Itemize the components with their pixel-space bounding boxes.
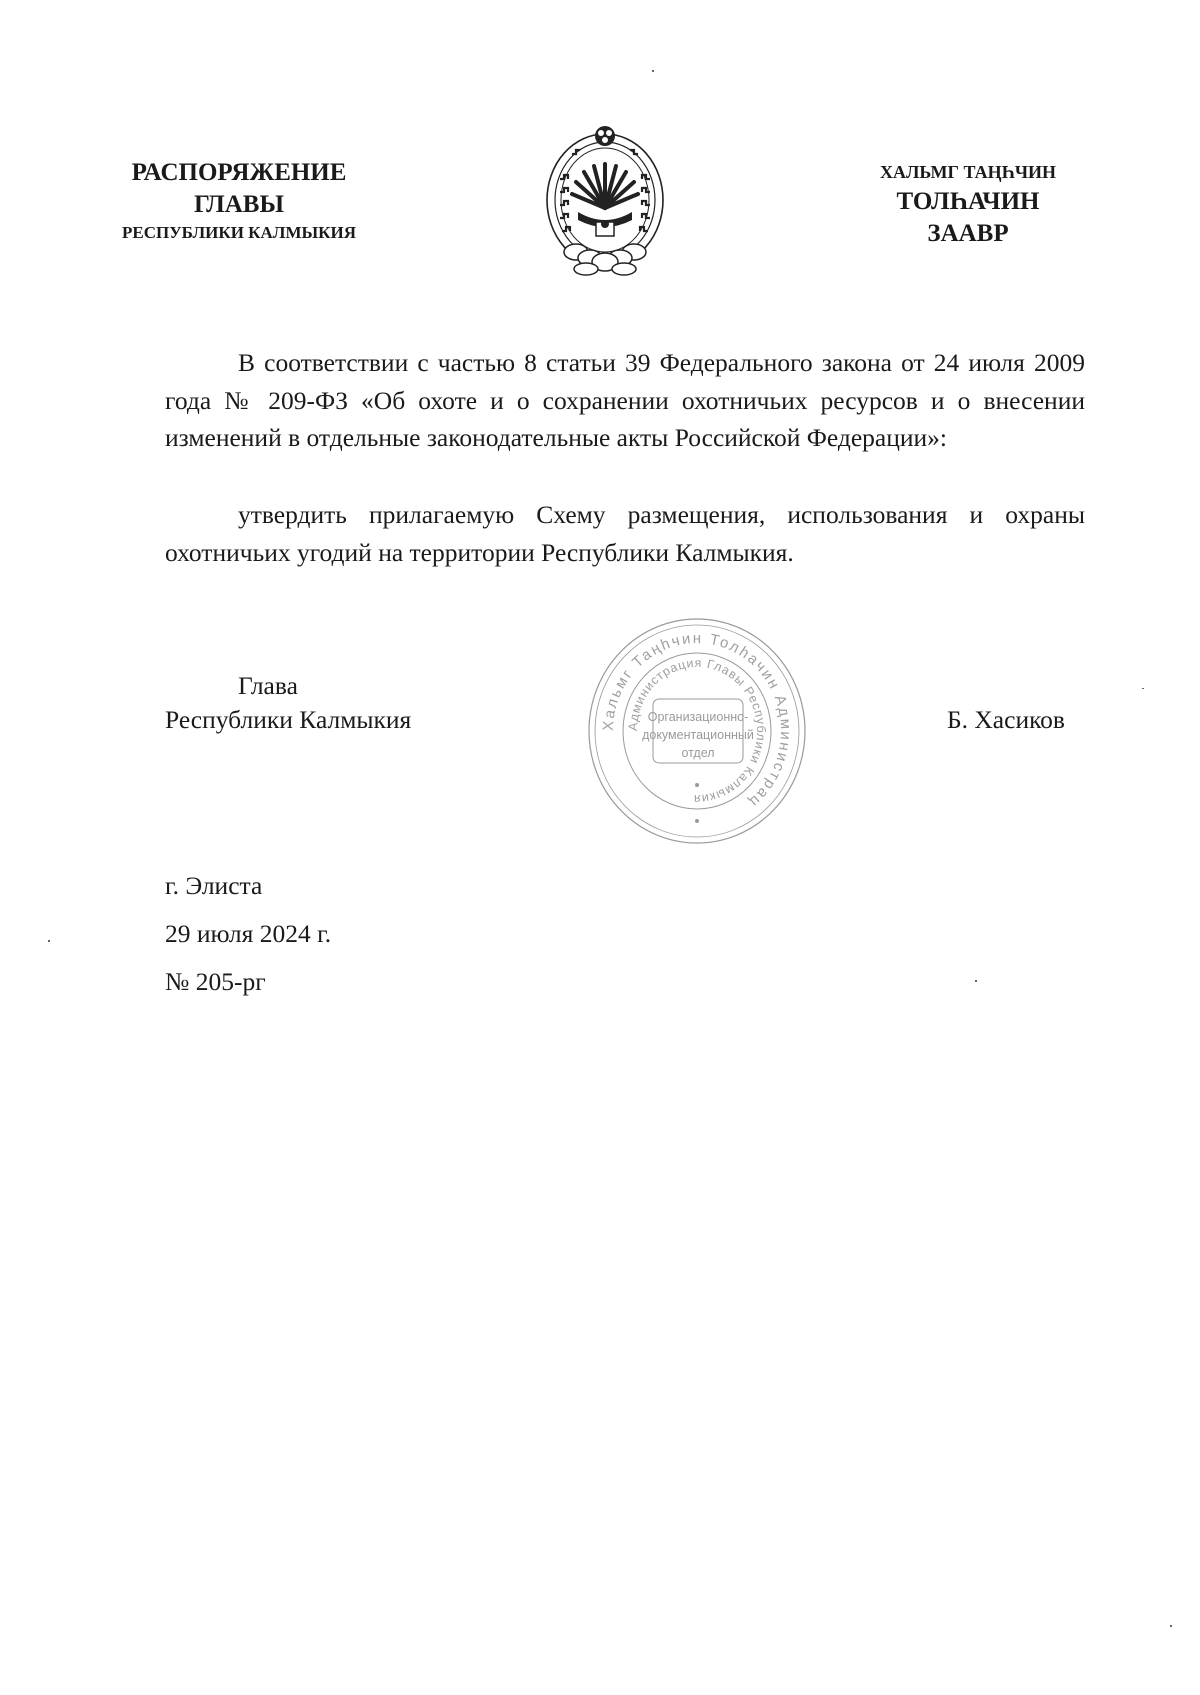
stamp-outer-text: Хальмг Таңһчин Толһачин Администрац (599, 629, 795, 812)
header-left-title: РАСПОРЯЖЕНИЕ (131, 159, 347, 186)
stamp-center-line-3: отдел (681, 746, 715, 760)
header-left-region: РЕСПУБЛИКИ КАЛМЫКИЯ (121, 223, 357, 242)
body-paragraph-2 (165, 496, 1085, 571)
body-paragraph-1 (165, 344, 1085, 457)
coat-of-arms-icon (538, 124, 672, 276)
scan-speck (48, 940, 50, 942)
document-number: № 205-рг (165, 967, 266, 996)
header-left-block (80, 157, 398, 245)
stamp-inner-text: Администрация Главы Республики Калмыкия (625, 655, 769, 807)
scan-speck (1170, 1625, 1172, 1627)
paragraph-text: В соответствии с частью 8 статьи 39 Федерального закона от 24 июля 2009 года № 209-ФЗ «Об охоте и о сохранении охотничьих ресурсов и о внесении изменений в отдельные законодательные акты Российской Федерации»: (165, 348, 1085, 452)
document-date: 29 июля 2024 г. (165, 919, 332, 948)
header-right-subtitle: ТОЛҺАЧИН (896, 188, 1040, 215)
signature-name: Б. Хасиков (947, 705, 1065, 734)
header-right-title: ХАЛЬМГ ТАҢҺЧИН (879, 162, 1057, 182)
header-left-subtitle: ГЛАВЫ (193, 191, 285, 218)
header-right-doc-type: ЗААВР (927, 220, 1009, 247)
official-stamp (585, 615, 810, 847)
scan-speck (975, 980, 977, 982)
paragraph-text: утвердить прилагаемую Схему размещения, использования и охраны охотничьих угодий на территории Республики Калмыкия. (165, 500, 1085, 567)
signature-title: Глава (238, 671, 298, 700)
stamp-center-line-2: документационный (642, 728, 754, 742)
document-place: г. Элиста (165, 871, 263, 900)
scan-speck (652, 70, 654, 72)
scan-speck (1142, 688, 1144, 689)
stamp-center-line-1: Организационно- (647, 710, 749, 724)
signature-region: Республики Калмыкия (165, 705, 412, 734)
header-right-block (852, 158, 1084, 250)
